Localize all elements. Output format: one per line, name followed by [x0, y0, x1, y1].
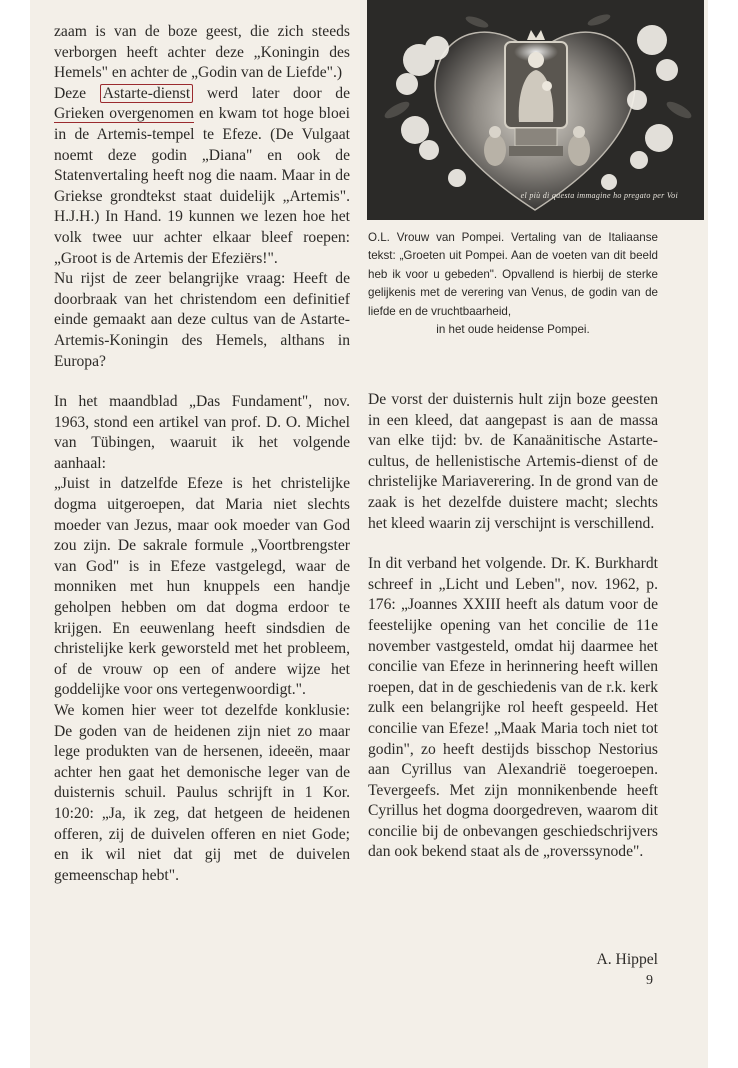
handwritten-annotation-box: Astarte-dienst — [100, 84, 193, 103]
quotation-paragraph: „Juist in datzelfde Efeze is het christelijke dogma uitgeroepen, dat Maria niet slechts moeder van Jezus, maar ook moeder van God zou zijn. De sakrale formule „Voortbrengster van God" is in Efeze vastgelegd, waar de monniken met hun knuppels een handje geholpen hebben om dat dogma erdoor te krijgen. En eeuwenlang heeft sindsdien de christelijke kerk geworsteld met het probleem, of de vrouw op een of andere wijze het goddelijke voor ons vertegenwoordigt.". — [54, 475, 350, 699]
paragraph: Nu rijst de zeer belangrijke vraag: Heeft de doorbraak van het christendom een definitief einde gemaakt aan deze cultus van de Astarte-Artemis-Koningin des Hemels, althans in Europa? — [54, 270, 350, 370]
author-signature: A. Hippel — [596, 951, 658, 968]
page-number: 9 — [646, 973, 653, 988]
caption-text: O.L. Vrouw van Pompei. Vertaling van de Italiaanse tekst: „Groeten uit Pompei. Aan de voeten van dit beeld heb ik voor u gebeden". Opvallend is hierbij de sterke gelijkenis met de verering van Venus, de godin van de liefde en de vruchtbaarheid, — [368, 231, 658, 318]
madonna-shrine-image — [367, 0, 704, 220]
left-column — [54, 22, 350, 906]
text: Deze — [54, 84, 87, 102]
caption-last-line: in het oude heidense Pompei. — [436, 323, 590, 337]
text: werd later door de — [206, 84, 351, 102]
paragraph: De vorst der duisternis hult zijn boze geesten in een kleed, dat aangepast is aan de massa van elke tijd: bv. de Kanaänitische Astarte-cultus, de hellenistische Artemis-dienst of de christelijke Mariaverering. In de grond van de zaak is het dezelfde duistere macht; slechts het kleed waarin zij verschijnt is verschillend. — [368, 391, 658, 532]
right-column — [368, 390, 658, 883]
handwritten-underline: Grieken overgenomen — [54, 105, 194, 123]
figure-inscription: el più di questa immagine ho pregato per Voi — [520, 191, 678, 200]
text: zaam is van de boze geest, die zich steeds verborgen heeft achter deze „Koningin des Hemels" en achter de „Godin van de Liefde".) — [54, 23, 350, 82]
pompeii-madonna-photo — [367, 0, 704, 220]
text: en kwam tot hoge bloei in de Artemis-tempel te Efeze. (De Vulgaat noemt deze godin „Diana" en ook de Statenvertaling heeft nog die naam. Maar in de Griekse grondtekst staat duidelijk „Artemis". H.J.H.) In Hand. 19 kunnen we lezen hoe het volk twee uur achter elkaar bleef roepen: „Groot is de Artemis der Efeziërs!". — [54, 105, 350, 267]
paragraph — [54, 22, 350, 269]
figure-caption — [368, 229, 658, 339]
paragraph: In dit verband het volgende. Dr. K. Burkhardt schreef in „Licht und Leben", nov. 1962, p. 176: „Joannes XXIII heeft als datum voor de feestelijke opening van het concilie de 11e november vastgesteld, omdat hij daarmee het concilie van Efeze in herinnering heeft willen roepen, dat in de geschiedenis van de r.k. kerk zulk een belangrijke rol heeft gespeeld. Het concilie van Efeze! „Maak Maria toch niet tot godin", zo heeft destijds bisschop Nestorius aan Cyrillus van Alexandrië toegeroepen. Tevergeefs. Met zijn monnikenbende heeft Cyrillus het dogma doorgedreven, waarom dit concilie bij de onbevangen geschiedschrijvers dan ook bekend staat als de „roverssynode". — [368, 555, 658, 861]
paragraph: In het maandblad „Das Fundament", nov. 1963, stond een artikel van prof. D. O. Michel van Tübingen, waaruit ik het volgende aanhaal: — [54, 393, 350, 472]
paragraph: We komen hier weer tot dezelfde konklusie: De goden van de heidenen zijn niet zo maar lege produkten van de hersenen, ideeën, maar achter hen gaat het demonische leger van de duisternis schuil. Paulus schrijft in 1 Kor. 10:20: „Ja, ik zeg, dat hetgeen de heidenen offeren, zij de duivelen offeren en niet Gode; en ik wil niet dat gij met de duivelen gemeenschap hebt". — [54, 702, 350, 884]
